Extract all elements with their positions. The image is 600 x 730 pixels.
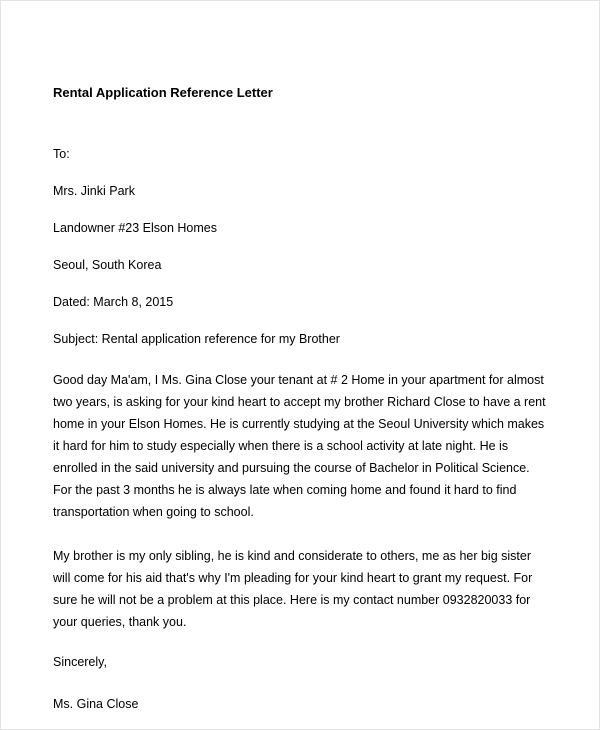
recipient-address-line1: Landowner #23 Elson Homes	[53, 221, 217, 235]
closing-line: Sincerely,	[53, 655, 107, 669]
subject-line: Subject: Rental application reference for my Brother	[53, 332, 340, 346]
recipient-address-line2: Seoul, South Korea	[53, 258, 162, 272]
letter-title: Rental Application Reference Letter	[53, 85, 273, 100]
signature-name: Ms. Gina Close	[53, 697, 139, 711]
body-paragraph-1: Good day Ma'am, I Ms. Gina Close your tenant at # 2 Home in your apartment for almost two years, is asking for your kind heart to accept my brother Richard Close to have a rent home in your Elson Homes. He is currently studying at the Seoul University which makes it hard for him to study especially when there is a school activity at late night. He is enrolled in the said university and pursuing the course of Bachelor in Political Science. For the past 3 months he is always late when coming home and found it hard to find transportation when going to school.	[53, 373, 546, 519]
date-line: Dated: March 8, 2015	[53, 295, 174, 309]
recipient-name: Mrs. Jinki Park	[53, 184, 135, 198]
body-paragraph-2: My brother is my only sibling, he is kind and considerate to others, me as her big sister will come for his aid that's why I'm pleading for your kind heart to grant my request. For sure he will not be a problem at this place. Here is my contact number 0932820033 for your queries, thank you.	[53, 549, 533, 629]
to-label: To:	[53, 147, 70, 161]
